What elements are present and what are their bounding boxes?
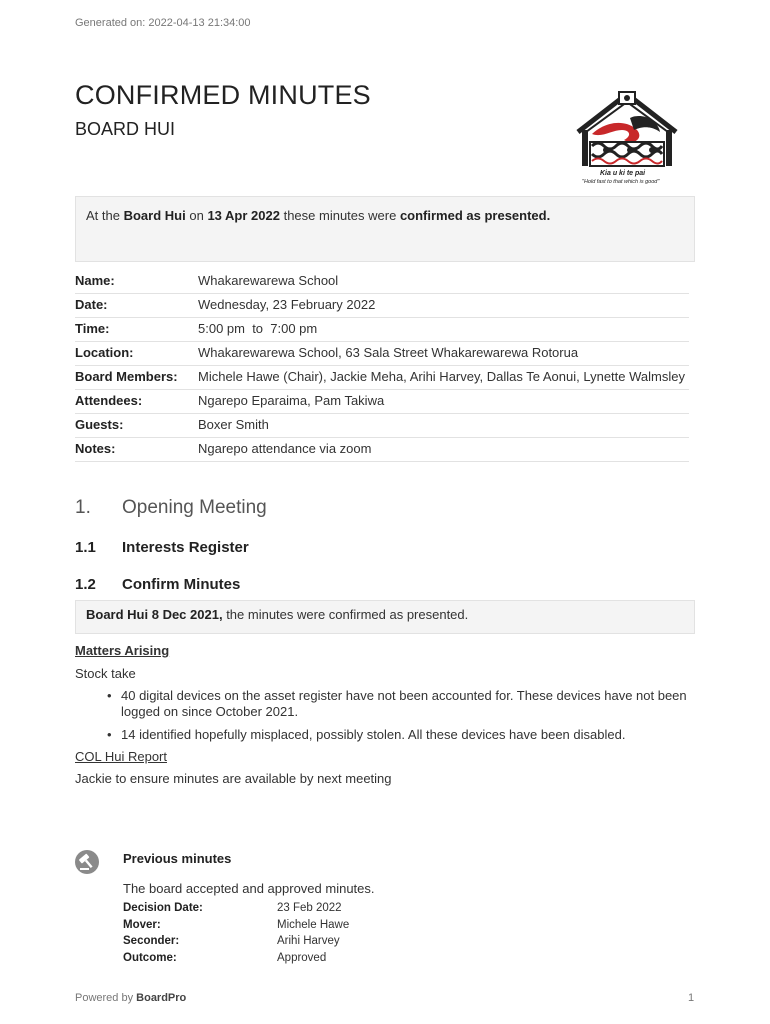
meta-row-notes: Notes: Ngarepo attendance via zoom	[75, 438, 689, 462]
confirmation-middle: these minutes were	[283, 208, 397, 223]
confirmation-on: on	[189, 208, 204, 223]
page-number: 1	[688, 992, 695, 1004]
logo-tagline: "Hold fast to that which is good"	[582, 179, 660, 185]
confirmation-box	[75, 196, 695, 262]
section-heading-confirm-minutes: 1.2 Confirm Minutes	[75, 576, 241, 593]
col-hui-report-text: Jackie to ensure minutes are available by next meeting	[75, 771, 392, 786]
meta-row-time: Time: 5:00 pm to 7:00 pm	[75, 318, 689, 342]
school-logo	[572, 90, 682, 190]
matters-arising-heading: Matters Arising	[75, 643, 170, 658]
previous-meeting-label: Board Hui 8 Dec 2021,	[86, 607, 223, 622]
section-heading-interests-register: 1.1 Interests Register	[75, 539, 249, 556]
meta-row-date: Date: Wednesday, 23 February 2022	[75, 294, 689, 318]
footer-powered-by: Powered by BoardPro	[75, 992, 187, 1004]
meeting-details-table	[75, 270, 689, 462]
confirmation-date: 13 Apr 2022	[207, 208, 280, 223]
decision-row-outcome: Outcome: Approved	[123, 951, 327, 964]
stock-take-subheading: Stock take	[75, 666, 136, 681]
gavel-icon	[75, 850, 99, 874]
previous-minutes-text: the minutes were confirmed as presented.	[226, 607, 469, 622]
confirmation-meeting: Board Hui	[123, 208, 186, 223]
decision-row-seconder: Seconder: Arihi Harvey	[123, 935, 340, 947]
previous-minutes-box	[75, 600, 695, 634]
meta-row-name: Name: Whakarewarewa School	[75, 270, 689, 294]
list-item: • 14 identified hopefully misplaced, possibly stolen. All these devices have been disabled.	[75, 727, 721, 743]
logo-motto: Kia u ki te pai	[600, 170, 646, 177]
stock-take-list	[75, 688, 721, 750]
meta-row-board-members: Board Members: Michele Hawe (Chair), Jackie Meha, Arihi Harvey, Dallas Te Aonui, Lynette Walmsley	[75, 366, 689, 390]
decision-details-table	[123, 900, 349, 966]
confirmation-prefix: At the	[86, 208, 120, 223]
page-subtitle: BOARD HUI	[75, 119, 176, 139]
decision-text: The board accepted and approved minutes.	[123, 881, 375, 896]
decision-row-mover: Mover: Michele Hawe	[123, 918, 350, 931]
col-hui-report-heading: COL Hui Report	[75, 749, 167, 764]
school-logo-image	[572, 90, 682, 170]
decision-row-date: Decision Date: 23 Feb 2022	[123, 902, 342, 914]
section-heading-opening-meeting: 1. Opening Meeting	[75, 497, 267, 518]
footer-brand: BoardPro	[136, 992, 187, 1004]
meta-row-guests: Guests: Boxer Smith	[75, 414, 689, 438]
confirmation-status: confirmed as presented.	[399, 208, 551, 223]
decision-title: Previous minutes	[123, 851, 232, 866]
page-title: CONFIRMED MINUTES	[75, 80, 371, 110]
generated-timestamp: Generated on: 2022-04-13 21:34:00	[75, 17, 251, 29]
list-item: • 40 digital devices on the asset register have not been accounted for. These devices have not been logged on since October 2021.	[75, 688, 721, 720]
meta-row-attendees: Attendees: Ngarepo Eparaima, Pam Takiwa	[75, 390, 689, 414]
meta-row-location: Location: Whakarewarewa School, 63 Sala Street Whakarewarewa Rotorua	[75, 342, 689, 366]
